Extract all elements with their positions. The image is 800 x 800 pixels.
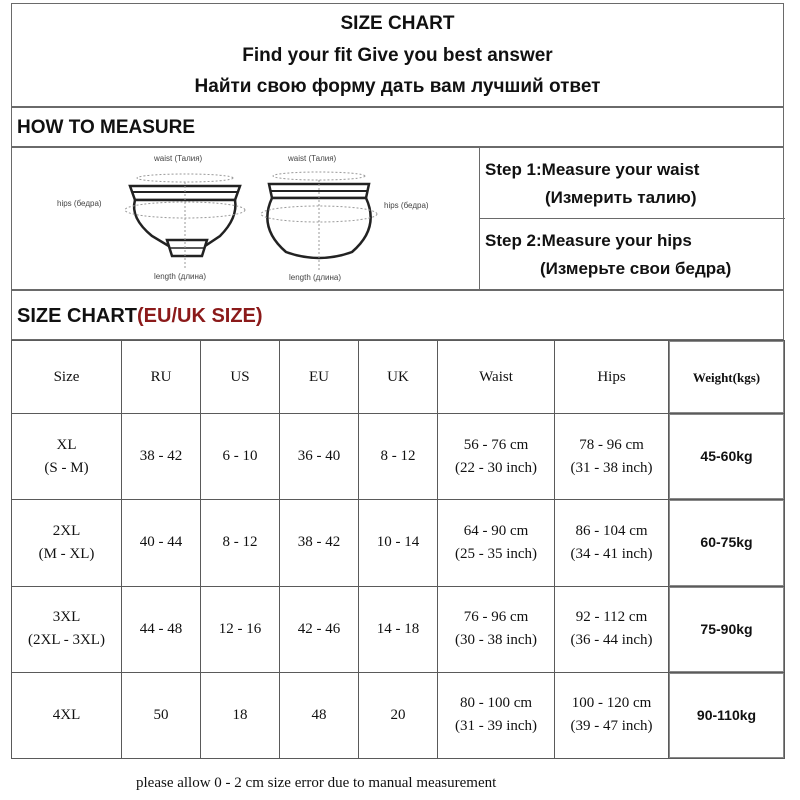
size-table xyxy=(11,340,785,759)
step2-text: Step 2:Measure your hips xyxy=(485,231,692,250)
size-cell xyxy=(12,672,122,758)
ru-cell: 38 - 42 xyxy=(122,414,201,500)
waist-cell xyxy=(438,500,555,586)
table-row xyxy=(12,414,785,500)
footnote: please allow 0 - 2 cm size error due to manual measurement xyxy=(136,775,497,791)
hips-cell xyxy=(555,672,669,758)
size-chart-title-main: SIZE CHART xyxy=(17,305,137,327)
waist-cell xyxy=(438,672,555,758)
waist-inch: (22 - 30 inch) xyxy=(454,459,538,476)
col-header-us: US xyxy=(201,341,280,414)
uk-cell: 10 - 14 xyxy=(359,500,438,586)
hips-inch: (39 - 47 inch) xyxy=(570,718,653,735)
hips-inch: (34 - 41 inch) xyxy=(570,545,653,562)
weight-cell: 60-75kg xyxy=(669,500,785,586)
hips-inch: (36 - 44 inch) xyxy=(570,632,653,649)
uk-cell: 20 xyxy=(359,672,438,758)
size-chart-title xyxy=(17,305,263,328)
size-range: (S - M) xyxy=(44,459,89,476)
weight-cell: 75-90kg xyxy=(669,586,785,672)
chart-title: SIZE CHART xyxy=(340,13,455,34)
weight-cell: 45-60kg xyxy=(669,414,785,500)
length-label-right: length (длина) xyxy=(289,273,342,282)
ru-cell: 50 xyxy=(122,672,201,758)
waist-cell xyxy=(438,414,555,500)
hips-inch: (31 - 38 inch) xyxy=(570,459,653,476)
waist-inch: (31 - 39 inch) xyxy=(454,718,538,735)
weight-cell: 90-110kg xyxy=(669,672,785,758)
hips-label-left: hips (бедра) xyxy=(57,199,102,208)
waist-cm: 64 - 90 cm xyxy=(463,522,529,539)
eu-cell: 38 - 42 xyxy=(280,500,359,586)
us-cell: 12 - 16 xyxy=(201,586,280,672)
steps-divider-horizontal xyxy=(479,218,785,219)
size-label: 2XL xyxy=(52,522,81,539)
size-cell xyxy=(12,586,122,672)
col-header-size: Size xyxy=(12,341,122,414)
table-header-row xyxy=(12,341,785,414)
hips-cell xyxy=(555,586,669,672)
waist-inch: (25 - 35 inch) xyxy=(454,545,538,562)
waist-cm: 56 - 76 cm xyxy=(463,436,529,453)
waist-cm: 76 - 96 cm xyxy=(463,609,529,626)
waist-cm: 80 - 100 cm xyxy=(459,695,533,712)
hips-cm: 100 - 120 cm xyxy=(571,695,652,712)
hips-cm: 92 - 112 cm xyxy=(575,609,648,626)
subtitle-russian: Найти свою форму дать вам лучший ответ xyxy=(194,76,601,97)
measure-section xyxy=(11,147,784,290)
waist-label-left: waist (Талия) xyxy=(154,154,203,163)
step1-text: Step 1:Measure your waist xyxy=(485,160,700,179)
subtitle-english: Find your fit Give you best answer xyxy=(242,45,553,66)
table-row xyxy=(12,586,785,672)
table-row xyxy=(12,500,785,586)
waist-label-right: waist (Талия) xyxy=(288,154,337,163)
us-cell: 18 xyxy=(201,672,280,758)
col-header-waist: Waist xyxy=(438,341,555,414)
ru-cell: 44 - 48 xyxy=(122,586,201,672)
measurement-illustration xyxy=(12,148,479,289)
hips-label-right: hips (бедра) xyxy=(384,201,429,210)
size-range: (M - XL) xyxy=(38,545,95,562)
size-chart-title-region: (EU/UK SIZE) xyxy=(137,305,263,327)
hips-cell xyxy=(555,500,669,586)
size-label: 4XL xyxy=(52,706,81,723)
uk-cell: 14 - 18 xyxy=(359,586,438,672)
header-box xyxy=(11,3,784,107)
eu-cell: 36 - 40 xyxy=(280,414,359,500)
col-header-weight: Weight(kgs) xyxy=(669,341,785,414)
size-label: 3XL xyxy=(52,609,81,626)
col-header-eu: EU xyxy=(280,341,359,414)
us-cell: 8 - 12 xyxy=(201,500,280,586)
hips-cell xyxy=(555,414,669,500)
hips-cm: 78 - 96 cm xyxy=(579,436,644,453)
uk-cell: 8 - 12 xyxy=(359,414,438,500)
briefs-diagram-icon xyxy=(12,148,479,289)
how-to-measure-title: HOW TO MEASURE xyxy=(17,117,196,138)
waist-cell xyxy=(438,586,555,672)
eu-cell: 42 - 46 xyxy=(280,586,359,672)
size-chart-header xyxy=(11,290,784,340)
step2-russian: (Измерьте свои бедра) xyxy=(540,259,732,278)
size-range: (2XL - 3XL) xyxy=(28,632,105,649)
size-label: XL xyxy=(56,436,77,453)
step1-russian: (Измерить талию) xyxy=(545,188,697,207)
col-header-uk: UK xyxy=(359,341,438,414)
size-cell xyxy=(12,414,122,500)
col-header-hips: Hips xyxy=(555,341,669,414)
ru-cell: 40 - 44 xyxy=(122,500,201,586)
eu-cell: 48 xyxy=(280,672,359,758)
waist-inch: (30 - 38 inch) xyxy=(454,632,538,649)
hips-cm: 86 - 104 cm xyxy=(575,522,648,539)
table-row xyxy=(12,672,785,758)
size-cell xyxy=(12,500,122,586)
col-header-ru: RU xyxy=(122,341,201,414)
how-to-measure-header xyxy=(11,107,784,147)
length-label-left: length (длина) xyxy=(154,272,207,281)
us-cell: 6 - 10 xyxy=(201,414,280,500)
